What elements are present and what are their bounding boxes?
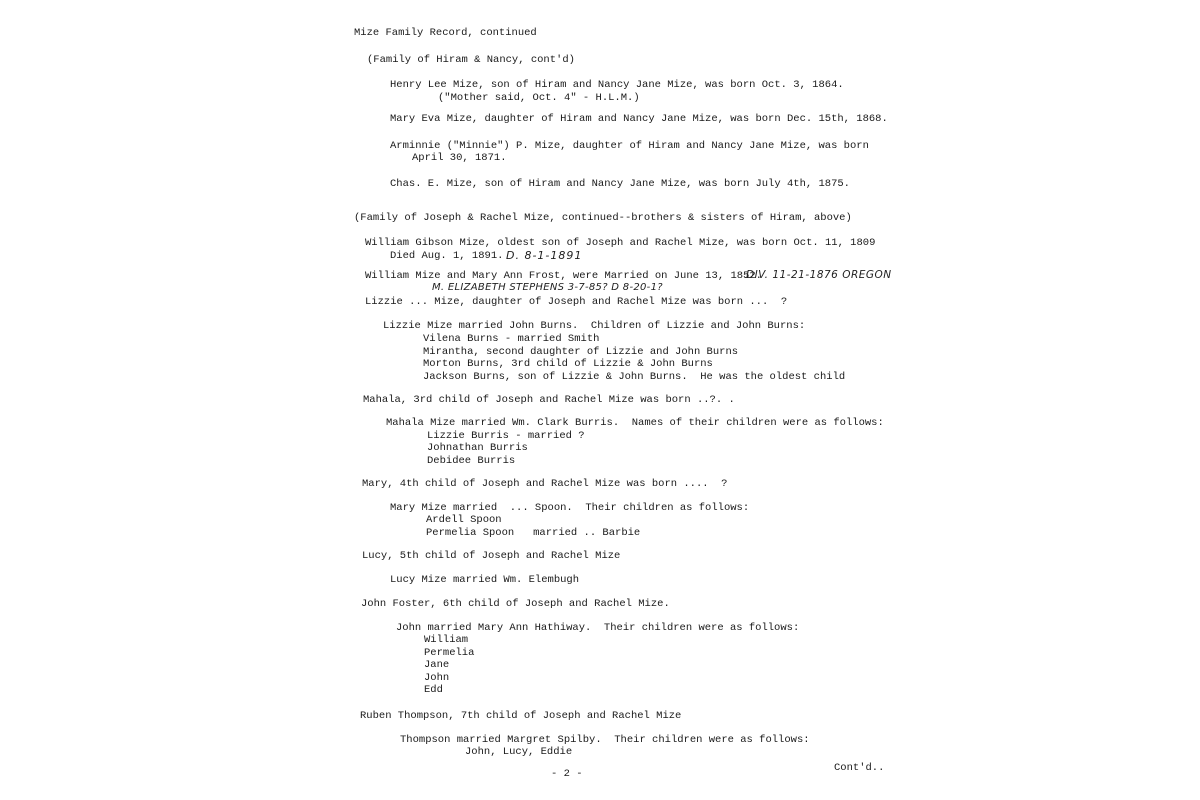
lizzie-child: Jackson Burns, son of Lizzie & John Burns. He was the oldest child [423, 371, 846, 383]
mahala-child: Johnathan Burris [427, 442, 528, 454]
john-child: Permelia [424, 647, 475, 659]
william-gibson-handwritten-note: D. 8-1-1891 [506, 249, 583, 262]
arminnie-entry-line2: April 30, 1871. [412, 152, 507, 164]
thompson-children: John, Lucy, Eddie [465, 746, 573, 758]
page-number: - 2 - [551, 768, 583, 780]
henry-entry: Henry Lee Mize, son of Hiram and Nancy Jane Mize, was born Oct. 3, 1864. [390, 79, 844, 91]
hiram-section-heading: (Family of Hiram & Nancy, cont'd) [367, 54, 575, 66]
mary-entry: Mary, 4th child of Joseph and Rachel Mize was born .... ? [362, 478, 728, 490]
ruben-entry: Ruben Thompson, 7th child of Joseph and Rachel Mize [360, 710, 682, 722]
lizzie-married-entry: Lizzie Mize married John Burns. Children of Lizzie and John Burns: [383, 320, 806, 332]
mary-eva-entry: Mary Eva Mize, daughter of Hiram and Nancy Jane Mize, was born Dec. 15th, 1868. [390, 113, 888, 125]
chas-entry: Chas. E. Mize, son of Hiram and Nancy Jane Mize, was born July 4th, 1875. [390, 178, 850, 190]
lucy-married-entry: Lucy Mize married Wm. Elembugh [390, 574, 580, 586]
william-frost-handwritten-note-2: M. ELIZABETH STEPHENS 3-7-85? D 8-20-1? [432, 282, 663, 293]
william-gibson-died: Died Aug. 1, 1891. [390, 250, 504, 262]
lizzie-child: Mirantha, second daughter of Lizzie and John Burns [423, 346, 739, 358]
continued-note: Cont'd.. [834, 762, 885, 774]
william-frost-entry: William Mize and Mary Ann Frost, were Married on June 13, 1852. [365, 270, 762, 282]
lucy-entry: Lucy, 5th child of Joseph and Rachel Mize [362, 550, 621, 562]
henry-note: ("Mother said, Oct. 4" - H.L.M.) [438, 92, 640, 104]
mahala-child: Lizzie Burris - married ? [427, 430, 585, 442]
john-child: Jane [424, 659, 450, 671]
joseph-section-heading: (Family of Joseph & Rachel Mize, continued--brothers & sisters of Hiram, above) [354, 212, 852, 224]
lizzie-entry: Lizzie ... Mize, daughter of Joseph and Rachel Mize was born ... ? [365, 296, 788, 308]
lizzie-child: Morton Burns, 3rd child of Lizzie & John Burns [423, 358, 713, 370]
thompson-married-entry: Thompson married Margret Spilby. Their children were as follows: [400, 734, 810, 746]
john-child: William [424, 634, 469, 646]
william-frost-handwritten-note: DIV. 11-21-1876 OREGON [746, 269, 892, 281]
mary-married-entry: Mary Mize married ... Spoon. Their children as follows: [390, 502, 750, 514]
mahala-entry: Mahala, 3rd child of Joseph and Rachel Mize was born ..?. . [363, 394, 735, 406]
john-child: John [424, 672, 450, 684]
mahala-married-entry: Mahala Mize married Wm. Clark Burris. Names of their children were as follows: [386, 417, 884, 429]
william-gibson-entry: William Gibson Mize, oldest son of Joseph and Rachel Mize, was born Oct. 11, 1809 [365, 237, 876, 249]
john-married-entry: John married Mary Ann Hathiway. Their children were as follows: [396, 622, 800, 634]
mahala-child: Debidee Burris [427, 455, 516, 467]
lizzie-child: Vilena Burns - married Smith [423, 333, 600, 345]
page-header: Mize Family Record, continued [354, 27, 537, 39]
arminnie-entry-line1: Arminnie ("Minnie") P. Mize, daughter of Hiram and Nancy Jane Mize, was born [390, 140, 869, 152]
john-child: Edd [424, 684, 443, 696]
john-foster-entry: John Foster, 6th child of Joseph and Rachel Mize. [361, 598, 670, 610]
mary-child: Ardell Spoon [426, 514, 502, 526]
mary-child: Permelia Spoon married .. Barbie [426, 527, 641, 539]
